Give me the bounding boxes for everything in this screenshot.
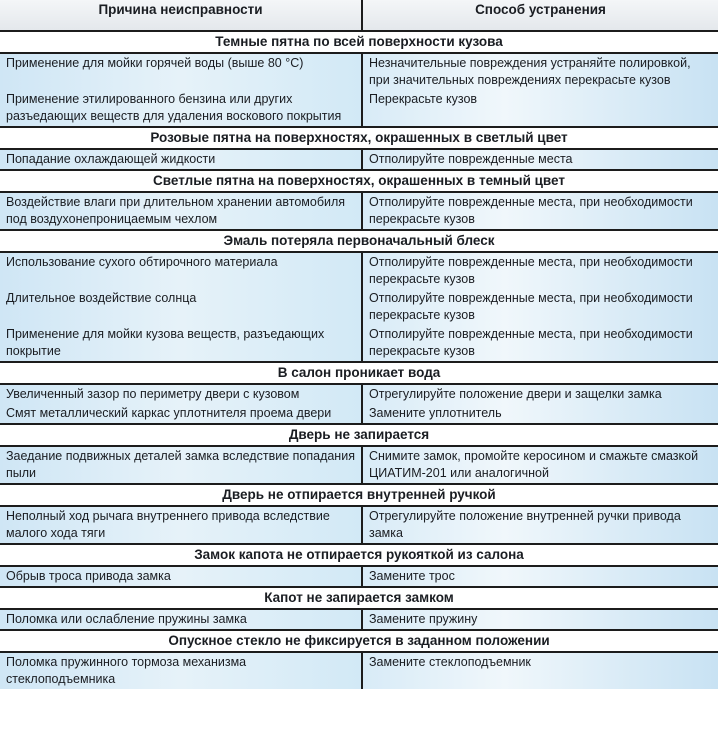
- cause-cell: Поломка или ослабление пружины замка: [0, 609, 362, 630]
- remedy-cell: Замените трос: [362, 566, 718, 587]
- table-row: [0, 289, 718, 325]
- remedy-cell: Замените пружину: [362, 609, 718, 630]
- table-row: [0, 404, 718, 424]
- table-row: [0, 609, 718, 630]
- cause-cell: Смят металлический каркас уплотнителя проема двери: [0, 404, 362, 424]
- header-cause: Причина неисправности: [0, 0, 362, 31]
- section-row: [0, 587, 718, 609]
- table-row: [0, 53, 718, 90]
- section-title: Капот не запирается замком: [0, 587, 718, 609]
- table-row: [0, 384, 718, 404]
- remedy-cell: Отполируйте поврежденные места: [362, 149, 718, 170]
- remedy-cell: Снимите замок, промойте керосином и смажьте смазкой ЦИАТИМ-201 или аналогичной: [362, 446, 718, 484]
- table-row: [0, 506, 718, 544]
- section-row: [0, 630, 718, 652]
- section-row: [0, 230, 718, 252]
- section-row: [0, 31, 718, 53]
- table-row: [0, 566, 718, 587]
- cause-cell: Применение для мойки горячей воды (выше 80 °С): [0, 53, 362, 90]
- section-title: Дверь не отпирается внутренней ручкой: [0, 484, 718, 506]
- table-row: [0, 652, 718, 689]
- section-row: [0, 484, 718, 506]
- section-title: Эмаль потеряла первоначальный блеск: [0, 230, 718, 252]
- remedy-cell: Отполируйте поврежденные места, при необходимости перекрасьте кузов: [362, 325, 718, 362]
- table-row: [0, 446, 718, 484]
- table-row: [0, 192, 718, 230]
- table-row: [0, 90, 718, 127]
- cause-cell: Применение этилированного бензина или других разъедающих веществ для удаления воскового покрытия: [0, 90, 362, 127]
- header-remedy: Способ устранения: [362, 0, 718, 31]
- section-title: Темные пятна по всей поверхности кузова: [0, 31, 718, 53]
- cause-cell: Длительное воздействие солнца: [0, 289, 362, 325]
- section-title: Светлые пятна на поверхностях, окрашенных в темный цвет: [0, 170, 718, 192]
- remedy-cell: Незначительные повреждения устраняйте полировкой, при значительных повреждениях перекрасьте кузов: [362, 53, 718, 90]
- cause-cell: Обрыв троса привода замка: [0, 566, 362, 587]
- remedy-cell: Отполируйте поврежденные места, при необходимости перекрасьте кузов: [362, 192, 718, 230]
- remedy-cell: Отполируйте поврежденные места, при необходимости перекрасьте кузов: [362, 289, 718, 325]
- remedy-cell: Отрегулируйте положение внутренней ручки привода замка: [362, 506, 718, 544]
- cause-cell: Использование сухого обтирочного материала: [0, 252, 362, 289]
- remedy-cell: Перекрасьте кузов: [362, 90, 718, 127]
- cause-cell: Поломка пружинного тормоза механизма стеклоподъемника: [0, 652, 362, 689]
- section-row: [0, 127, 718, 149]
- remedy-cell: Замените уплотнитель: [362, 404, 718, 424]
- section-title: Розовые пятна на поверхностях, окрашенных в светлый цвет: [0, 127, 718, 149]
- section-row: [0, 424, 718, 446]
- cause-cell: Воздействие влаги при длительном хранении автомобиля под воздухонепроницаемым чехлом: [0, 192, 362, 230]
- section-title: Замок капота не отпирается рукояткой из салона: [0, 544, 718, 566]
- cause-cell: Попадание охлаждающей жидкости: [0, 149, 362, 170]
- cause-cell: Увеличенный зазор по периметру двери с кузовом: [0, 384, 362, 404]
- table-header-row: [0, 0, 718, 31]
- section-title: В салон проникает вода: [0, 362, 718, 384]
- section-title: Опускное стекло не фиксируется в заданном положении: [0, 630, 718, 652]
- table-row: [0, 325, 718, 362]
- remedy-cell: Замените стеклоподъемник: [362, 652, 718, 689]
- table-row: [0, 252, 718, 289]
- section-row: [0, 170, 718, 192]
- table-row: [0, 149, 718, 170]
- section-row: [0, 544, 718, 566]
- cause-cell: Заедание подвижных деталей замка вследствие попадания пыли: [0, 446, 362, 484]
- section-row: [0, 362, 718, 384]
- remedy-cell: Отрегулируйте положение двери и защелки замка: [362, 384, 718, 404]
- cause-cell: Неполный ход рычага внутреннего привода вследствие малого хода тяги: [0, 506, 362, 544]
- section-title: Дверь не запирается: [0, 424, 718, 446]
- cause-cell: Применение для мойки кузова веществ, разъедающих покрытие: [0, 325, 362, 362]
- remedy-cell: Отполируйте поврежденные места, при необходимости перекрасьте кузов: [362, 252, 718, 289]
